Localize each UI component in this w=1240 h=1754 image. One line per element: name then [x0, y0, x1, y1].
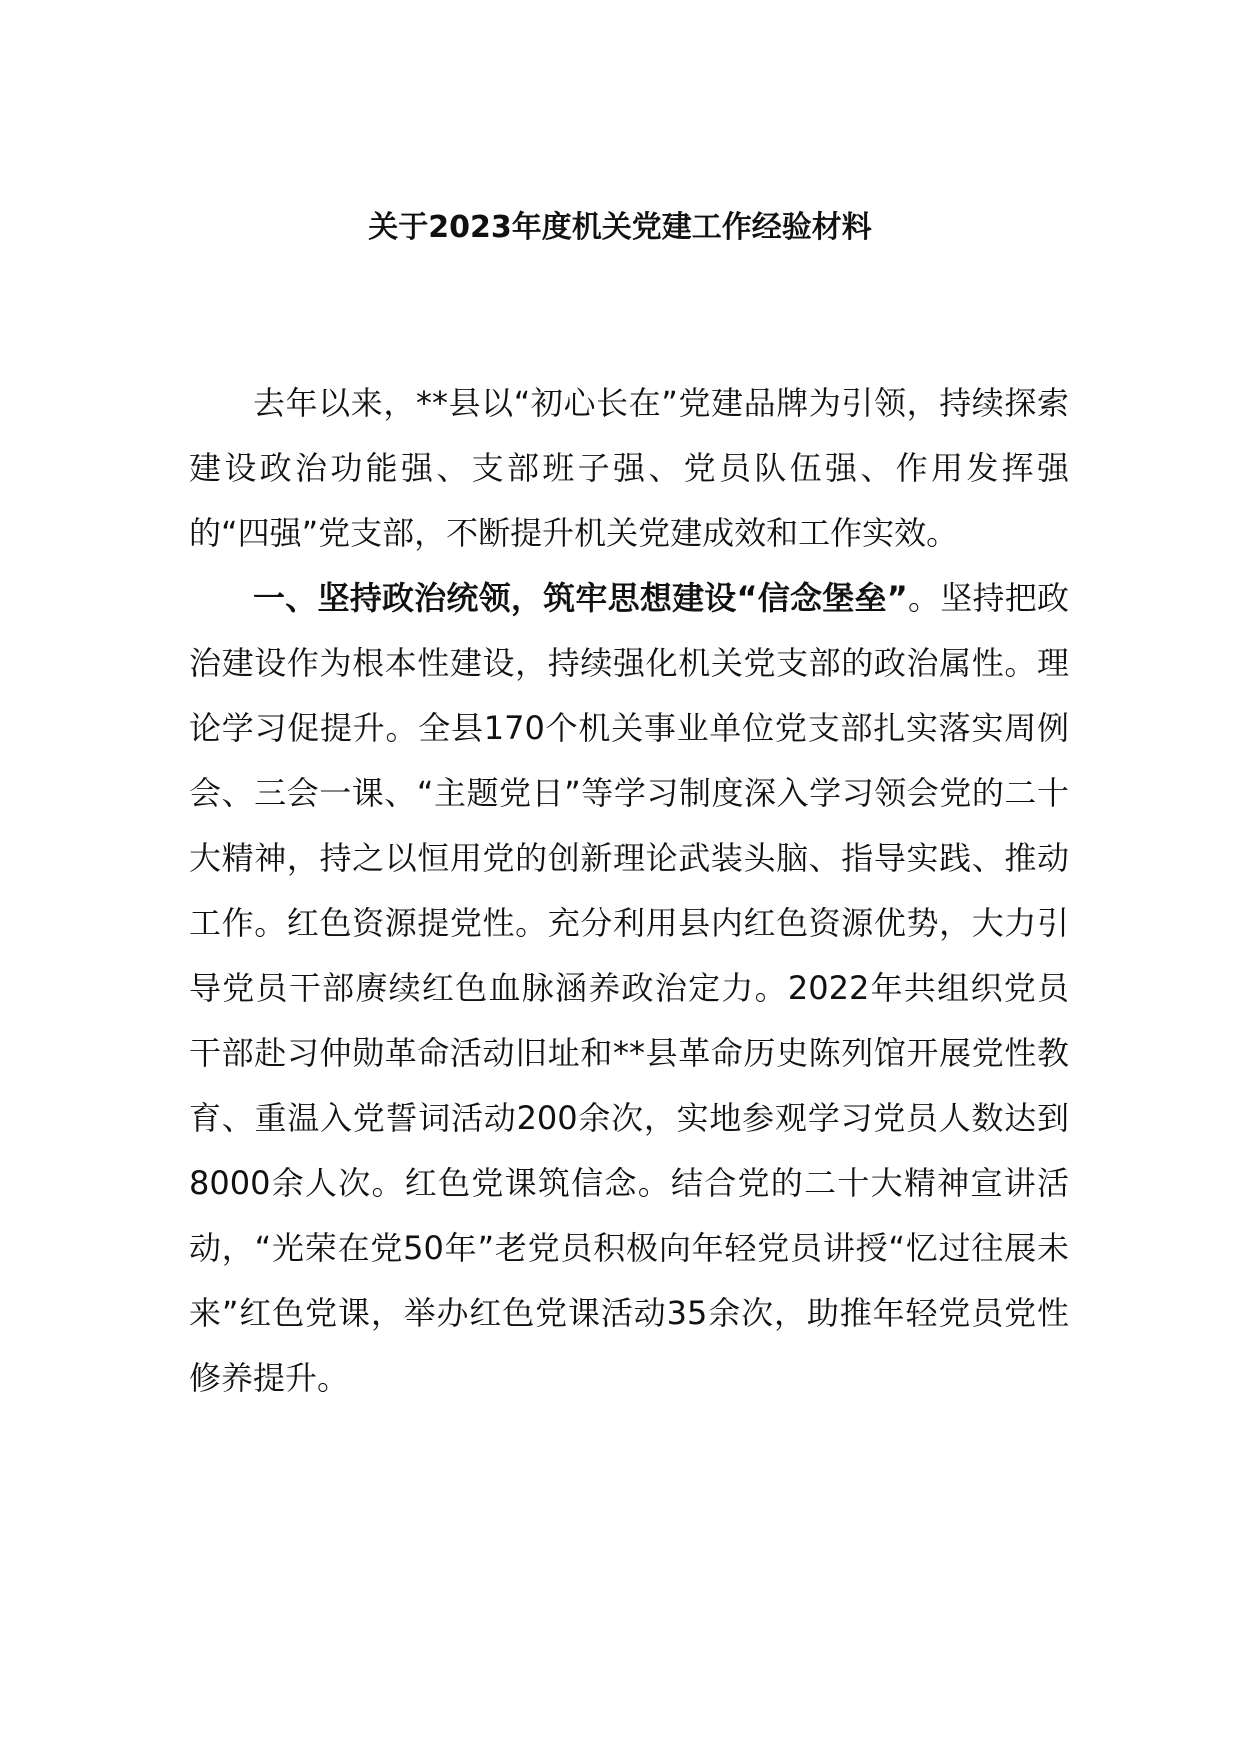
- section-1-heading: 一、坚持政治统领，筑牢思想建设“信念堡垒”: [253, 579, 908, 617]
- document-body: [189, 371, 1069, 1411]
- document-title: 关于2023年度机关党建工作经验材料: [368, 210, 872, 245]
- intro-paragraph: 去年以来，**县以“初心长在”党建品牌为引领，持续探索建设政治功能强、支部班子强、党员队伍强、作用发挥强的“四强”党支部，不断提升机关党建成效和工作实效。: [189, 384, 1069, 552]
- section-1-paragraph: [189, 566, 1069, 1411]
- section-1-body: 。坚持把政治建设作为根本性建设，持续强化机关党支部的政治属性。理论学习促提升。全县170个机关事业单位党支部扎实落实周例会、三会一课、“主题党日”等学习制度深入学习领会党的二十大精神，持之以恒用党的创新理论武装头脑、指导实践、推动工作。红色资源提党性。充分利用县内红色资源优势，大力引导党员干部赓续红色血脉涵养政治定力。2022年共组织党员干部赴习仲勋革命活动旧址和**县革命历史陈列馆开展党性教育、重温入党誓词活动200余次，实地参观学习党员人数达到8000余人次。红色党课筑信念。结合党的二十大精神宣讲活动，“光荣在党50年”老党员积极向年轻党员讲授“忆过往展未来”红色党课，举办红色党课活动35余次，助推年轻党员党性修养提升。: [189, 579, 1069, 1397]
